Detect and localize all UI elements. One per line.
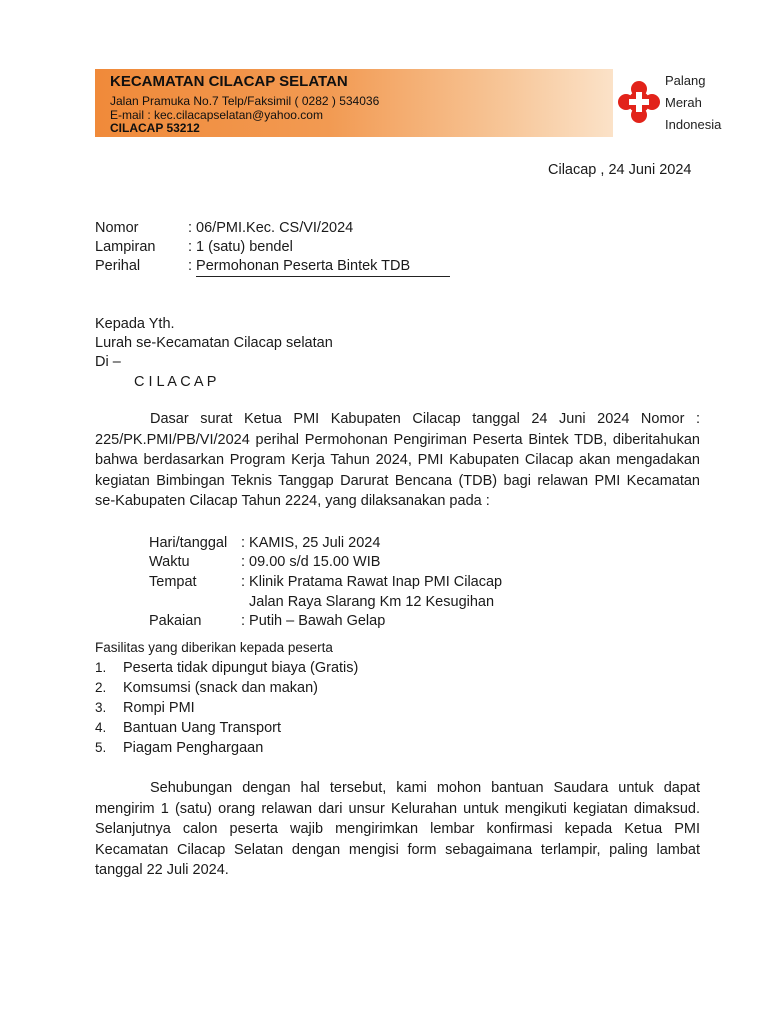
logo-text-3: Indonesia xyxy=(665,117,722,132)
list-item: Bantuan Uang Transport xyxy=(123,720,281,736)
list-number: 3. xyxy=(95,700,107,715)
recipient-line: Di – xyxy=(95,354,121,370)
event-value: : KAMIS, 25 Juli 2024 xyxy=(241,535,381,551)
list-number: 2. xyxy=(95,680,107,695)
address-line: Jalan Pramuka No.7 Telp/Faksimil ( 0282 ) 534036 xyxy=(110,94,380,108)
facilities-title: Fasilitas yang diberikan kepada peserta xyxy=(95,640,333,655)
event-value: : Putih – Bawah Gelap xyxy=(241,613,386,629)
email-line: E-mail : kec.cilacapselatan@yahoo.com xyxy=(110,108,323,122)
org-name: KECAMATAN CILACAP SELATAN xyxy=(110,73,348,90)
pmi-logo xyxy=(617,74,727,136)
meta-value: : 06/PMI.Kec. CS/VI/2024 xyxy=(188,220,354,236)
body-paragraph-1-text: Dasar surat Ketua PMI Kabupaten Cilacap tanggal 24 Juni 2024 Nomor : 225/PK.PMI/PB/VI/2024 perihal Permohonan Pengiriman Peserta Bintek TDB, diberitahukan bahwa berdasarkan Program Kerja Tahun 2024, PMI Kabupaten Cilacap akan mengadakan kegiatan Bimbingan Teknis Tanggap Darurat Bencana (TDB) bagi relawan PMI Kecamatan se-Kabupaten Cilacap Tahun 2224, yang dilaksanakan pada : xyxy=(95,411,700,510)
recipient-line: Kepada Yth. xyxy=(95,316,175,332)
recipient-city: C I L A C A P xyxy=(134,374,217,390)
body-paragraph-2 xyxy=(95,778,700,881)
meta-label: Perihal xyxy=(95,258,141,274)
event-label: Hari/tanggal xyxy=(149,535,228,551)
date-line: Cilacap , 24 Juni 2024 xyxy=(548,162,692,178)
red-cross-flower-icon xyxy=(617,80,661,124)
event-label: Tempat xyxy=(149,574,197,590)
body-paragraph-1 xyxy=(95,409,700,512)
event-label: Pakaian xyxy=(149,613,202,629)
meta-label: Lampiran xyxy=(95,239,156,255)
list-item: Piagam Penghargaan xyxy=(123,740,264,756)
list-number: 4. xyxy=(95,720,107,735)
list-item: Peserta tidak dipungut biaya (Gratis) xyxy=(123,660,359,676)
meta-value: : 1 (satu) bendel xyxy=(188,239,293,255)
event-value: : 09.00 s/d 15.00 WIB xyxy=(241,554,381,570)
logo-text-1: Palang xyxy=(665,73,706,88)
list-item: Komsumsi (snack dan makan) xyxy=(123,680,319,696)
event-value: Jalan Raya Slarang Km 12 Kesugihan xyxy=(249,594,495,610)
list-item: Rompi PMI xyxy=(123,700,195,716)
letterhead-banner xyxy=(95,69,613,137)
logo-text-2: Merah xyxy=(665,95,702,110)
city-line: CILACAP 53212 xyxy=(110,121,200,135)
recipient-line: Lurah se-Kecamatan Cilacap selatan xyxy=(95,335,333,351)
body-paragraph-2-text: Sehubungan dengan hal tersebut, kami mohon bantuan Saudara untuk dapat mengirim 1 (satu) orang relawan dari unsur Kelurahan untuk mengikuti kegiatan dimaksud. Selanjutnya calon peserta wajib mengirimkan lembar konfirmasi kepada Ketua PMI Kecamatan Cilacap Selatan dengan mengisi form sebagaimana terlampir, paling lambat tanggal 22 Juli 2024. xyxy=(95,780,700,879)
subject-underline xyxy=(196,276,450,277)
meta-value: : Permohonan Peserta Bintek TDB xyxy=(188,258,411,274)
meta-label: Nomor xyxy=(95,220,139,236)
event-value: : Klinik Pratama Rawat Inap PMI Cilacap xyxy=(241,574,503,590)
list-number: 5. xyxy=(95,740,107,755)
list-number: 1. xyxy=(95,660,107,675)
event-label: Waktu xyxy=(149,554,190,570)
